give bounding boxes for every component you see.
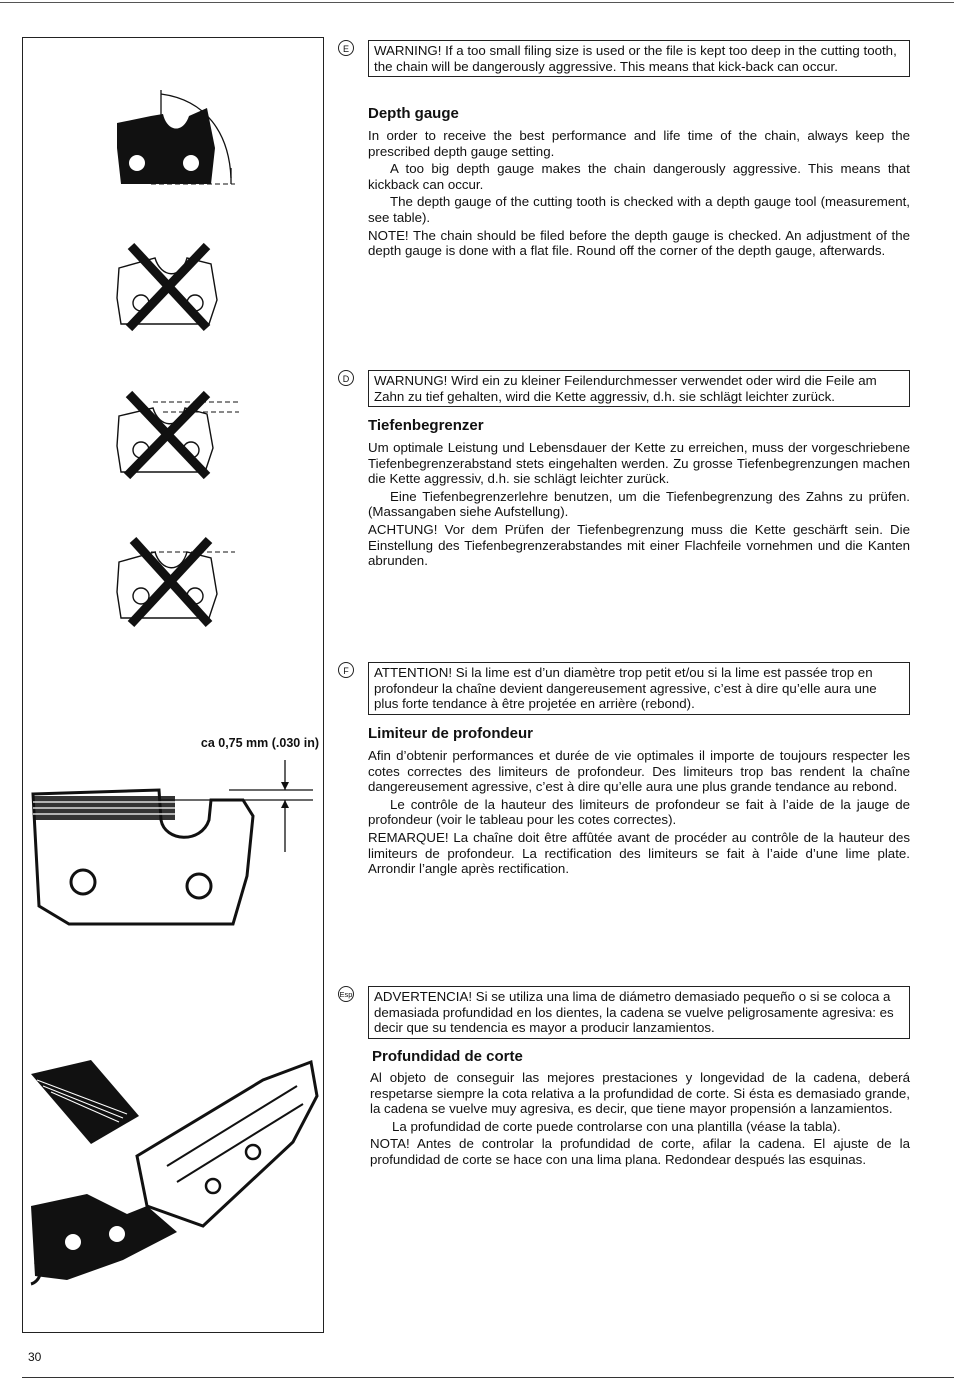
paragraph: Eine Tiefenbegrenzerlehre benutzen, um die Tiefenbegrenzung des Zahns zu prüfen. (Massangaben siehe Aufstellung). <box>368 488 910 520</box>
warning-box: ADVERTENCIA! Si se utiliza una lima de diámetro demasiado pequeño o si se coloca a demasiada profundidad en los dientes, la cadena se vuelve peligrosamente agresiva: es decir que su tendencia es mayor a producir lanzamientos. <box>368 986 910 1039</box>
warning-box: ATTENTION! Si la lime est d’un diamètre trop petit et/ou si la lime est passée trop en profondeur la chaîne devient dangereusement agressive, c’est à dire qu’elle aura une plus forte tendance à être projetée en arrière (rebond). <box>368 662 910 715</box>
paragraph: In order to receive the best performance and life time of the chain, always keep the prescribed depth gauge setting. <box>368 128 910 159</box>
paragraph: REMARQUE! La chaîne doit être affûtée avant de procéder au contrôle de la hauteur des limiteurs de profondeur. La rectification des limiteurs se fait à l’aide d’une lime plate. Arrondir l’angle après rectification. <box>368 829 910 877</box>
section-heading: Depth gauge <box>368 105 459 122</box>
cross-out-icon <box>111 238 231 333</box>
section-body <box>368 748 910 879</box>
cross-out-icon <box>111 534 241 629</box>
paragraph: Um optimale Leistung und Lebensdauer der Kette zu erreichen, muss der vorgeschriebene Tiefenbegrenzerabstand stets eingehalten werden. Zu grosse Tiefenbegrenzungen machen die Kette aggressiv, d.h. sie schlägt leichter zurück. <box>368 440 910 487</box>
page-number: 30 <box>28 1350 42 1364</box>
depth-gauge-icon <box>29 756 319 936</box>
section-french <box>338 660 910 900</box>
paragraph: NOTA! Antes de controlar la profundidad de corte, afilar la cadena. El ajuste de la profundidad de corte se hace con una lima plana. Redondear después las esquinas. <box>370 1136 910 1167</box>
depth-caption: ca 0,75 mm (.030 in) <box>200 736 319 750</box>
paragraph: A too big depth gauge makes the chain dangerously aggressive. This means that kickback can occur. <box>368 161 910 192</box>
section-heading: Profundidad de corte <box>372 1048 523 1065</box>
paragraph: Afin d’obtenir performances et durée de vie optimales il importe de toujours respecter les cotes correctes des limiteurs de profondeur. Des limiteurs trop bas rendent la chaîne dangereusement agressive, c’est à dire qu’elle aura une plus grande tendance au rebond. <box>368 748 910 795</box>
paragraph: Al objeto de conseguir las mejores prestaciones y longevidad de la cadena, deberá respetarse siempre la cota relativa a la profundidad de corte. Si ésta es demasiado grande, la cadena se vuelve muy agresiva, es decir, que tiene mayor propensión a lanzamientos. <box>370 1070 910 1117</box>
language-badge: Esp <box>338 986 354 1002</box>
paragraph: NOTE! The chain should be filed before the depth gauge is checked. An adjustment of the depth gauge is done with a flat file. Round off the corner of the depth gauge, afterwards. <box>368 227 910 259</box>
chain-tooth-angle-icon <box>111 88 241 193</box>
paragraph: Le contrôle de la hauteur des limiteurs de profondeur se fait à l’aide de la jauge de profondeur (voir le tableau pour les cotes correctes). <box>368 796 910 828</box>
paragraph: The depth gauge of the cutting tooth is checked with a depth gauge tool (measurement, see table). <box>368 194 910 225</box>
bottom-rule <box>22 1377 954 1378</box>
language-badge: F <box>338 662 354 678</box>
cross-out-icon <box>103 388 243 483</box>
warning-box: WARNUNG! Wird ein zu kleiner Feilendurchmesser verwendet oder wird die Feile am Zahn zu tief gehalten, wird die Kette aggressiv, d.h. sie schlägt leichter zurück. <box>368 370 910 407</box>
top-rule <box>0 2 954 3</box>
illustration-panel <box>22 37 324 1333</box>
section-body <box>370 1070 910 1170</box>
file-tool-icon <box>27 1056 321 1286</box>
language-badge: E <box>338 40 354 56</box>
section-heading: Tiefenbegrenzer <box>368 417 484 434</box>
section-body <box>368 128 910 261</box>
paragraph: La profundidad de corte puede controlarse con una plantilla (véase la tabla). <box>392 1118 841 1134</box>
paragraph: ACHTUNG! Vor dem Prüfen der Tiefenbegrenzung muss die Kette geschärft sein. Die Einstellung des Tiefenbegrenzerabstandes mit einer Flachfeile vornehmen und die Kanten abrunden. <box>368 521 910 569</box>
warning-box: WARNING! If a too small filing size is used or the file is kept too deep in the cutting tooth, the chain will be dangerously aggressive. This means that kick-back can occur. <box>368 40 910 77</box>
section-german <box>338 368 910 578</box>
section-heading: Limiteur de profondeur <box>368 725 533 742</box>
section-english <box>338 38 910 278</box>
section-spanish <box>338 984 910 1194</box>
section-body <box>368 440 910 571</box>
language-badge: D <box>338 370 354 386</box>
